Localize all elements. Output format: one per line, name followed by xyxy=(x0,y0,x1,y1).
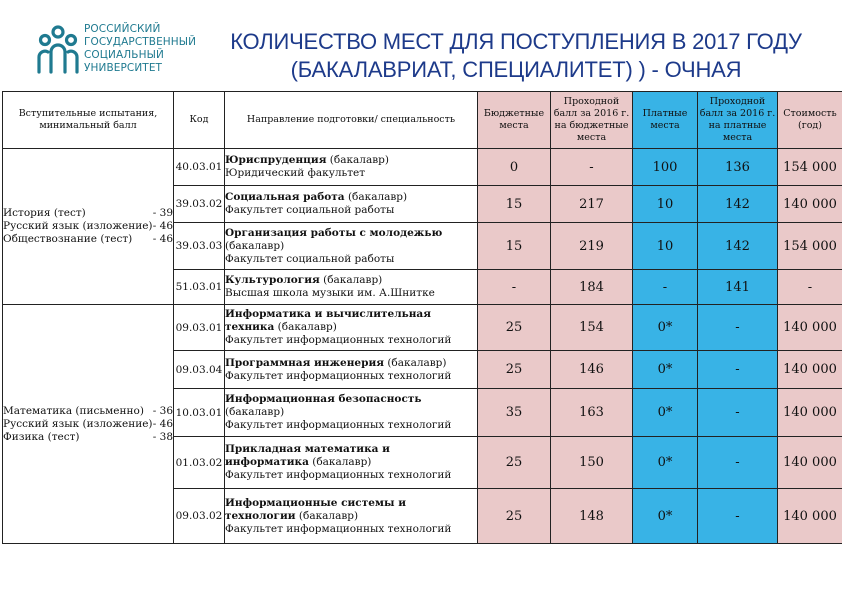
paid-pass-score: - xyxy=(698,305,778,351)
program-code: 40.03.01 xyxy=(174,149,225,186)
exam-subject: Физика (тест) xyxy=(3,430,80,443)
paid-pass-score: 142 xyxy=(698,223,778,270)
budget-places: 25 xyxy=(478,351,551,389)
program-cell xyxy=(225,305,478,351)
table-row xyxy=(3,149,842,186)
budget-pass-score: 184 xyxy=(551,270,633,305)
program-level: (бакалавр) xyxy=(384,356,447,369)
budget-pass-score: 146 xyxy=(551,351,633,389)
program-faculty: Факультет информационных технологий xyxy=(225,369,452,382)
budget-pass-score: 163 xyxy=(551,389,633,437)
exam-subject: Русский язык (изложение) xyxy=(3,417,153,430)
budget-places: 25 xyxy=(478,489,551,544)
program-cell xyxy=(225,437,478,489)
logo-line: УНИВЕРСИТЕТ xyxy=(84,62,163,74)
table-header-row xyxy=(3,92,842,149)
exam-min-score: - 46 xyxy=(152,220,173,232)
exam-min-score: - 46 xyxy=(152,233,173,245)
exam-line xyxy=(3,431,173,444)
program-level: (бакалавр) xyxy=(225,239,285,252)
program-faculty: Факультет информационных технологий xyxy=(225,469,452,481)
program-code: 09.03.04 xyxy=(174,351,225,389)
annual-cost: 154 000 xyxy=(778,223,842,270)
program-name: Социальная работа xyxy=(225,191,345,203)
budget-places: 0 xyxy=(478,149,551,186)
program-faculty: Факультет информационных технологий xyxy=(225,522,452,535)
exam-requirements xyxy=(3,149,174,305)
program-code: 39.03.02 xyxy=(174,186,225,223)
budget-places: 25 xyxy=(478,437,551,489)
page-title-line2: (БАКАЛАВРИАТ, СПЕЦИАЛИТЕТ) ) - ОЧНАЯ xyxy=(290,57,742,82)
paid-places: 0* xyxy=(633,351,698,389)
program-name: Программная инженерия xyxy=(225,356,384,369)
page-title-line1: КОЛИЧЕСТВО МЕСТ ДЛЯ ПОСТУПЛЕНИЯ В 2017 ГОДУ xyxy=(230,29,802,54)
header-program: Направление подготовки/ специальность xyxy=(225,92,478,149)
logo-line: ГОСУДАРСТВЕННЫЙ xyxy=(84,36,197,48)
program-cell xyxy=(225,351,478,389)
paid-pass-score: 142 xyxy=(698,186,778,223)
exam-subject: Обществознание (тест) xyxy=(3,233,133,245)
program-code: 09.03.02 xyxy=(174,489,225,544)
header-code: Код xyxy=(174,92,225,149)
budget-pass-score: 217 xyxy=(551,186,633,223)
program-cell xyxy=(225,270,478,305)
budget-places: - xyxy=(478,270,551,305)
header-paid-score: Проходной балл за 2016 г. на платные места xyxy=(698,92,778,149)
program-cell xyxy=(225,186,478,223)
program-level: (бакалавр) xyxy=(274,321,337,333)
exam-min-score: - 39 xyxy=(152,207,173,219)
header-cost: Стоимость (год) xyxy=(778,92,842,149)
program-cell xyxy=(225,149,478,186)
program-faculty: Высшая школа музыки им. А.Шнитке xyxy=(225,287,435,299)
table-row xyxy=(3,305,842,351)
exam-min-score: - 38 xyxy=(152,430,173,443)
program-cell xyxy=(225,389,478,437)
program-code: 01.03.02 xyxy=(174,437,225,489)
paid-places: 100 xyxy=(633,149,698,186)
header-budget-score: Проходной балл за 2016 г. на бюджетные места xyxy=(551,92,633,149)
program-name: Информатика и вычислительная техника xyxy=(225,308,431,333)
annual-cost: 140 000 xyxy=(778,389,842,437)
page-title xyxy=(196,28,836,84)
program-level: (бакалавр) xyxy=(308,456,372,468)
program-name: Юриспруденция xyxy=(225,154,327,166)
program-faculty: Факультет социальной работы xyxy=(225,204,395,216)
budget-pass-score: 219 xyxy=(551,223,633,270)
header-budget: Бюджетные места xyxy=(478,92,551,149)
program-code: 51.03.01 xyxy=(174,270,225,305)
university-name xyxy=(84,23,196,75)
paid-places: 0* xyxy=(633,489,698,544)
annual-cost: 140 000 xyxy=(778,437,842,489)
paid-places: 10 xyxy=(633,186,698,223)
budget-pass-score: 154 xyxy=(551,305,633,351)
budget-places: 35 xyxy=(478,389,551,437)
program-level: (бакалавр) xyxy=(326,154,389,166)
annual-cost: 140 000 xyxy=(778,351,842,389)
program-code: 10.03.01 xyxy=(174,389,225,437)
paid-places: - xyxy=(633,270,698,305)
exam-line xyxy=(3,418,173,431)
program-level: (бакалавр) xyxy=(225,406,285,418)
annual-cost: 140 000 xyxy=(778,305,842,351)
program-faculty: Юридический факультет xyxy=(225,167,366,179)
program-name: Организация работы с молодежью xyxy=(225,226,443,239)
program-code: 09.03.01 xyxy=(174,305,225,351)
university-logo xyxy=(36,20,206,80)
budget-pass-score: - xyxy=(551,149,633,186)
annual-cost: 154 000 xyxy=(778,149,842,186)
exam-requirements xyxy=(3,305,174,544)
paid-pass-score: - xyxy=(698,389,778,437)
header-paid: Платные места xyxy=(633,92,698,149)
exam-line xyxy=(3,233,173,246)
program-code: 39.03.03 xyxy=(174,223,225,270)
paid-places: 0* xyxy=(633,437,698,489)
paid-pass-score: - xyxy=(698,489,778,544)
program-name: Культурология xyxy=(225,274,320,286)
budget-places: 15 xyxy=(478,223,551,270)
budget-pass-score: 150 xyxy=(551,437,633,489)
annual-cost: 140 000 xyxy=(778,489,842,544)
budget-pass-score: 148 xyxy=(551,489,633,544)
exam-line xyxy=(3,220,173,233)
program-faculty: Факультет социальной работы xyxy=(225,252,395,265)
paid-places: 0* xyxy=(633,305,698,351)
paid-pass-score: 141 xyxy=(698,270,778,305)
exam-min-score: - 36 xyxy=(152,404,173,417)
exam-line xyxy=(3,207,173,220)
budget-places: 15 xyxy=(478,186,551,223)
people-group-icon xyxy=(36,24,80,76)
logo-line: РОССИЙСКИЙ xyxy=(84,23,161,35)
program-level: (бакалавр) xyxy=(295,509,359,522)
program-faculty: Факультет информационных технологий xyxy=(225,334,452,346)
program-level: (бакалавр) xyxy=(344,191,408,203)
exam-subject: История (тест) xyxy=(3,207,86,219)
exam-subject: Русский язык (изложение) xyxy=(3,220,153,232)
program-name: Прикладная математика и информатика xyxy=(225,443,390,468)
paid-pass-score: 136 xyxy=(698,149,778,186)
paid-places: 10 xyxy=(633,223,698,270)
program-name: Информационные системы и технологии xyxy=(225,496,406,522)
exam-min-score: - 46 xyxy=(152,417,173,430)
paid-places: 0* xyxy=(633,389,698,437)
program-faculty: Факультет информационных технологий xyxy=(225,419,452,431)
budget-places: 25 xyxy=(478,305,551,351)
exam-line xyxy=(3,405,173,418)
program-cell xyxy=(225,223,478,270)
program-name: Информационная безопасность xyxy=(225,393,422,405)
program-level: (бакалавр) xyxy=(319,274,383,286)
logo-line: СОЦИАЛЬНЫЙ xyxy=(84,49,164,61)
admission-table xyxy=(2,91,842,544)
paid-pass-score: - xyxy=(698,437,778,489)
annual-cost: 140 000 xyxy=(778,186,842,223)
paid-pass-score: - xyxy=(698,351,778,389)
program-cell xyxy=(225,489,478,544)
annual-cost: - xyxy=(778,270,842,305)
header-exams: Вступительные испытания, минимальный балл xyxy=(3,92,174,149)
exam-subject: Математика (письменно) xyxy=(3,404,144,417)
